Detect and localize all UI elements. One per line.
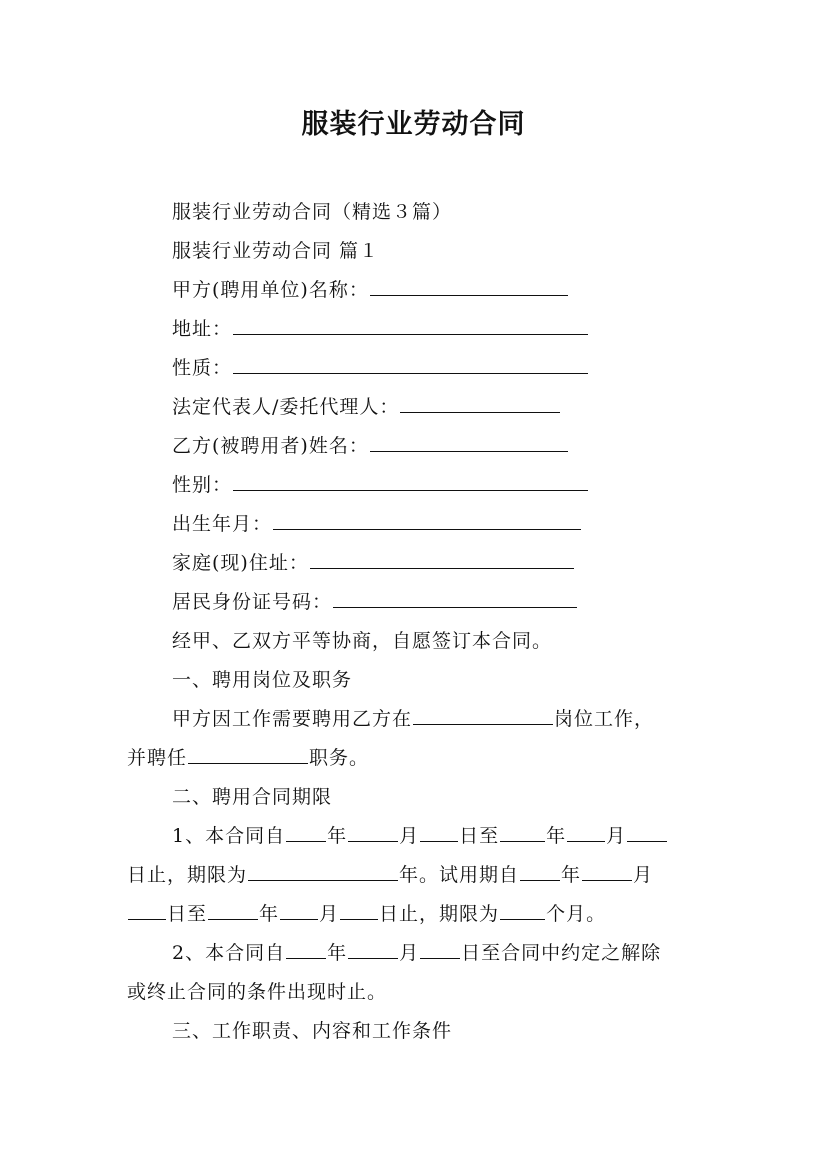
text: 1、本合同自 <box>172 825 286 847</box>
field-legal-rep <box>172 395 561 419</box>
section1-line2 <box>127 746 369 770</box>
clause2-line2: 或终止合同的条件出现时止。 <box>127 981 388 1003</box>
blank-line <box>340 902 378 920</box>
section2-heading: 二、聘用合同期限 <box>172 786 333 808</box>
text: 年 <box>327 825 348 847</box>
blank-line <box>500 824 545 842</box>
text: 个月。 <box>546 903 607 925</box>
field-label: 乙方(被聘用者)姓名： <box>172 435 369 457</box>
blank-line <box>413 707 553 725</box>
field-nature <box>172 356 589 380</box>
text: 日至 <box>167 903 208 925</box>
text: 月 <box>399 825 420 847</box>
blank-line <box>233 317 588 335</box>
text: 岗位工作， <box>554 708 655 730</box>
field-label: 性质： <box>172 357 233 379</box>
text: 日止，期限为 <box>127 864 248 886</box>
blank-line <box>420 941 460 959</box>
section1-line1 <box>172 707 654 731</box>
field-address <box>172 317 589 341</box>
field-birth <box>172 512 582 536</box>
clause1-line1 <box>172 824 668 848</box>
text: 年。试用期自 <box>399 864 520 886</box>
clause2-line1 <box>172 941 661 965</box>
blank-line <box>520 863 560 881</box>
field-label: 家庭(现)住址： <box>172 552 309 574</box>
blank-line <box>128 902 166 920</box>
blank-line <box>248 863 398 881</box>
text: 2、本合同自 <box>172 942 286 964</box>
field-party-b-name <box>172 434 569 458</box>
field-label: 性别： <box>172 474 233 496</box>
text: 年 <box>546 825 567 847</box>
blank-line <box>567 824 605 842</box>
blank-line <box>400 395 560 413</box>
blank-line <box>233 356 588 374</box>
blank-line <box>627 824 667 842</box>
text: 年 <box>561 864 582 886</box>
blank-line <box>310 551 574 569</box>
blank-line <box>188 746 308 764</box>
text: 并聘任 <box>127 747 188 769</box>
text: 月 <box>606 825 627 847</box>
field-home-address <box>172 551 575 575</box>
field-label: 甲方(聘用单位)名称： <box>172 279 369 301</box>
field-id-number <box>172 590 578 614</box>
blank-line <box>370 434 568 452</box>
blank-line <box>348 824 398 842</box>
text: 日至合同中约定之解除 <box>461 942 662 964</box>
blank-line <box>233 473 588 491</box>
text: 职务。 <box>309 747 370 769</box>
blank-line <box>273 512 581 530</box>
document-title: 服装行业劳动合同 <box>301 109 526 140</box>
text: 日至 <box>459 825 500 847</box>
section1-heading: 一、聘用岗位及职务 <box>172 669 353 691</box>
blank-line <box>280 902 318 920</box>
section3-heading: 三、工作职责、内容和工作条件 <box>172 1020 453 1042</box>
field-label: 地址： <box>172 318 233 340</box>
agreement-statement: 经甲、乙双方平等协商，自愿签订本合同。 <box>172 630 553 652</box>
text: 月 <box>399 942 420 964</box>
field-label: 法定代表人/委托代理人： <box>172 396 400 418</box>
blank-line <box>333 590 577 608</box>
text: 月 <box>319 903 340 925</box>
document-subtitle: 服装行业劳动合同（精选３篇） <box>172 201 453 223</box>
blank-line <box>582 863 632 881</box>
clause1-line3 <box>127 902 606 926</box>
blank-line <box>348 941 398 959</box>
text: 月 <box>633 864 654 886</box>
blank-line <box>370 278 568 296</box>
text: 甲方因工作需要聘用乙方在 <box>172 708 413 730</box>
field-label: 出生年月： <box>172 513 273 535</box>
blank-line <box>420 824 458 842</box>
field-gender <box>172 473 589 497</box>
field-label: 居民身份证号码： <box>172 591 333 613</box>
blank-line <box>500 902 545 920</box>
chapter-heading: 服装行业劳动合同 篇１ <box>172 240 380 262</box>
clause1-line2 <box>127 863 653 887</box>
text: 年 <box>327 942 348 964</box>
text: 年 <box>259 903 280 925</box>
blank-line <box>286 824 326 842</box>
blank-line <box>208 902 258 920</box>
blank-line <box>286 941 326 959</box>
field-party-a-name <box>172 278 569 302</box>
text: 日止，期限为 <box>379 903 500 925</box>
